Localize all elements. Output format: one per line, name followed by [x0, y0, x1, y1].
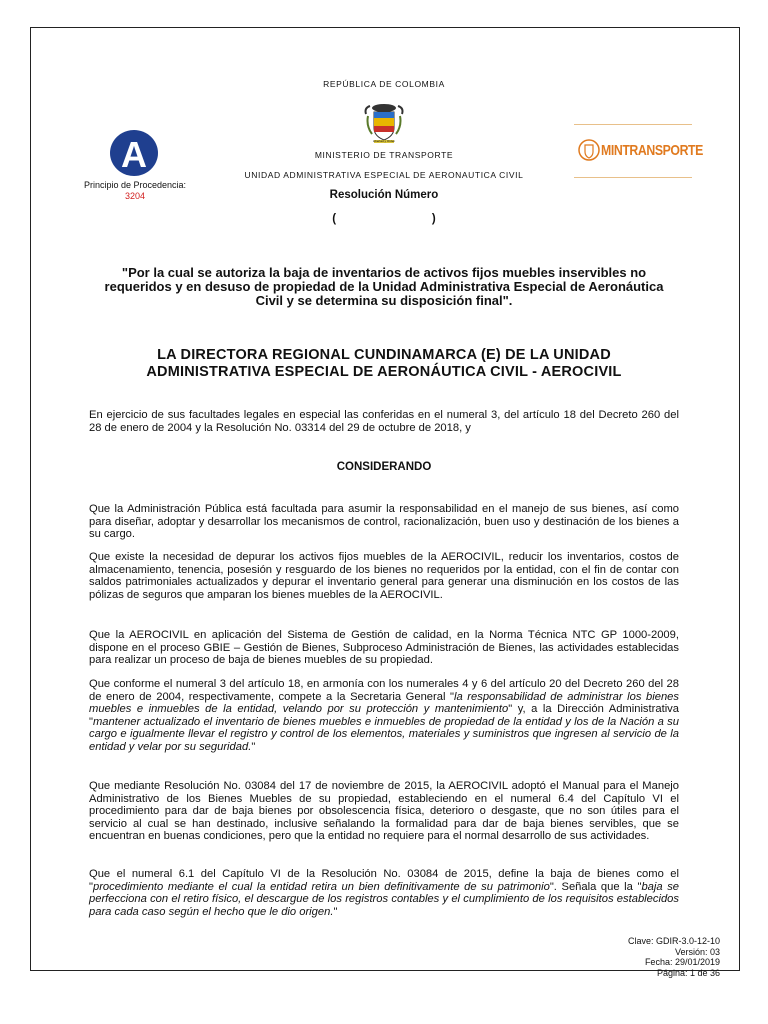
paragraph-1: Que la Administración Pública está facultada para asumir la responsabilidad en el manejo de sus bienes, así como para diseñar, adoptar y desarrollar los mecanismos de control, racionalización, buen uso y destinación de los bienes a su cargo. — [89, 503, 679, 541]
principio-code: 3204 — [124, 191, 146, 201]
aerocivil-logo-icon — [109, 129, 159, 177]
resolution-title: "Por la cual se autoriza la baja de inventarios de activos fijos muebles inservibles no requeridos y en desuso de propiedad de la Unidad Administrativa Especial de Aeronáutica Civil y se determina su disposición final". — [104, 265, 664, 308]
principio-label: Principio de Procedencia: — [83, 180, 187, 190]
considerando-heading: CONSIDERANDO — [336, 461, 432, 473]
mintransporte-logo — [574, 124, 703, 178]
document-footer — [520, 936, 720, 978]
footer-clave: Clave: GDIR-3.0-12-10 — [627, 936, 720, 946]
footer-fecha: Fecha: 29/01/2019 — [644, 957, 720, 967]
paragraph-3: Que la AEROCIVIL en aplicación del Sistema de Gestión de calidad, en la Norma Técnica NTC GP 1000-2009, dispone en el proceso GBIE – Gestión de Bienes, Subproceso Administración de Bienes, las actividades establecidas para realizar un proceso de baja de bienes muebles de su propiedad. — [89, 629, 679, 667]
mintransporte-shield-icon — [578, 137, 600, 163]
resolucion-number: ( ) — [332, 213, 436, 225]
footer-version: Versión: 03 — [674, 946, 720, 957]
shield-motto: Libertad y Orden — [372, 139, 396, 143]
svg-text:A: A — [121, 134, 147, 175]
paragraph-6: Que el numeral 6.1 del Capítulo VI de la Resolución No. 03084 de 2015, define la baja de bienes como el "procedimiento mediante el cual la entidad retira un bien definitivamente de su patrimonio". Señala que la "baja se perfecciona con el retiro físico, el descargue de los registros contables y el cumplimiento de los requisitos establecidos para cada caso según el hecho que le dio origen." — [89, 868, 680, 918]
paragraph-2: Que existe la necesidad de depurar los activos fijos muebles de la AEROCIVIL, reducir los inventarios, costos de almacenamiento, tenencia, posesión y resguardo de los bienes no requeridos por la entidad, con el fin de contar con saldos patrimoniales actualizados y depurar el inventario general para generar una disminución en los costos de las pólizas de seguros que amparan los bienes muebles de la AEROCIVIL. — [89, 551, 679, 601]
heading-line-1: LA DIRECTORA REGIONAL CUNDINAMARCA (E) DE LA UNIDAD — [157, 347, 611, 363]
intro-paragraph: En ejercicio de sus facultades legales en especial las conferidas en el numeral 3, del artículo 18 del Decreto 260 del 28 de enero de 2004 y la Resolución No. 03314 del 29 de octubre de 2018, y — [89, 409, 679, 434]
ministerio-label: MINISTERIO DE TRANSPORTE — [314, 150, 454, 160]
footer-pagina: Página: 1 de 36 — [656, 967, 720, 978]
paragraph-4: Que conforme el numeral 3 del artículo 18, en armonía con los numerales 4 y 6 del artículo 20 del Decreto 260 del 28 de enero de 2004, respectivamente, compete a la Secretaria General "la responsabilidad de administrar los bienes muebles e inmuebles de la entidad, velando por su protección y mantenimiento" y, a la Dirección Administrativa "mantener actualizado el inventario de bienes muebles e inmuebles de propiedad de la entidad y los de la Nación a su cargo e igualmente llevar el registro y control de los elementos, materiales y suministros que ingresen al servicio de la entidad y velar por su seguridad." — [89, 678, 679, 753]
resolucion-label: Resolución Número — [329, 189, 439, 201]
paragraph-5: Que mediante Resolución No. 03084 del 17 de noviembre de 2015, la AEROCIVIL adoptó el Manual para el Manejo Administrativo de los Bienes Muebles de su propiedad, estableciendo en el numeral 6.4 del Capítulo VI el procedimiento para dar de baja bienes por obsolescencia física, deterioro o desgaste, que no son útiles para el servicio al cual se han destinado, inclusive señalando la formalidad para dar de baja bienes servibles, que se encuentran en buenas condiciones, pero que la entidad no requiere para el normal desarrollo de sus actividades. — [89, 780, 679, 843]
mintransporte-text: MINTRANSPORTE — [601, 142, 703, 159]
heading-line-2: ADMINISTRATIVA ESPECIAL DE AERONÁUTICA CIVIL - AEROCIVIL — [146, 364, 622, 380]
republica-label: REPÚBLICA DE COLOMBIA — [323, 79, 445, 89]
directora-heading — [60, 347, 708, 381]
unidad-label: UNIDAD ADMINISTRATIVA ESPECIAL DE AERONAUTICA CIVIL — [244, 170, 524, 180]
